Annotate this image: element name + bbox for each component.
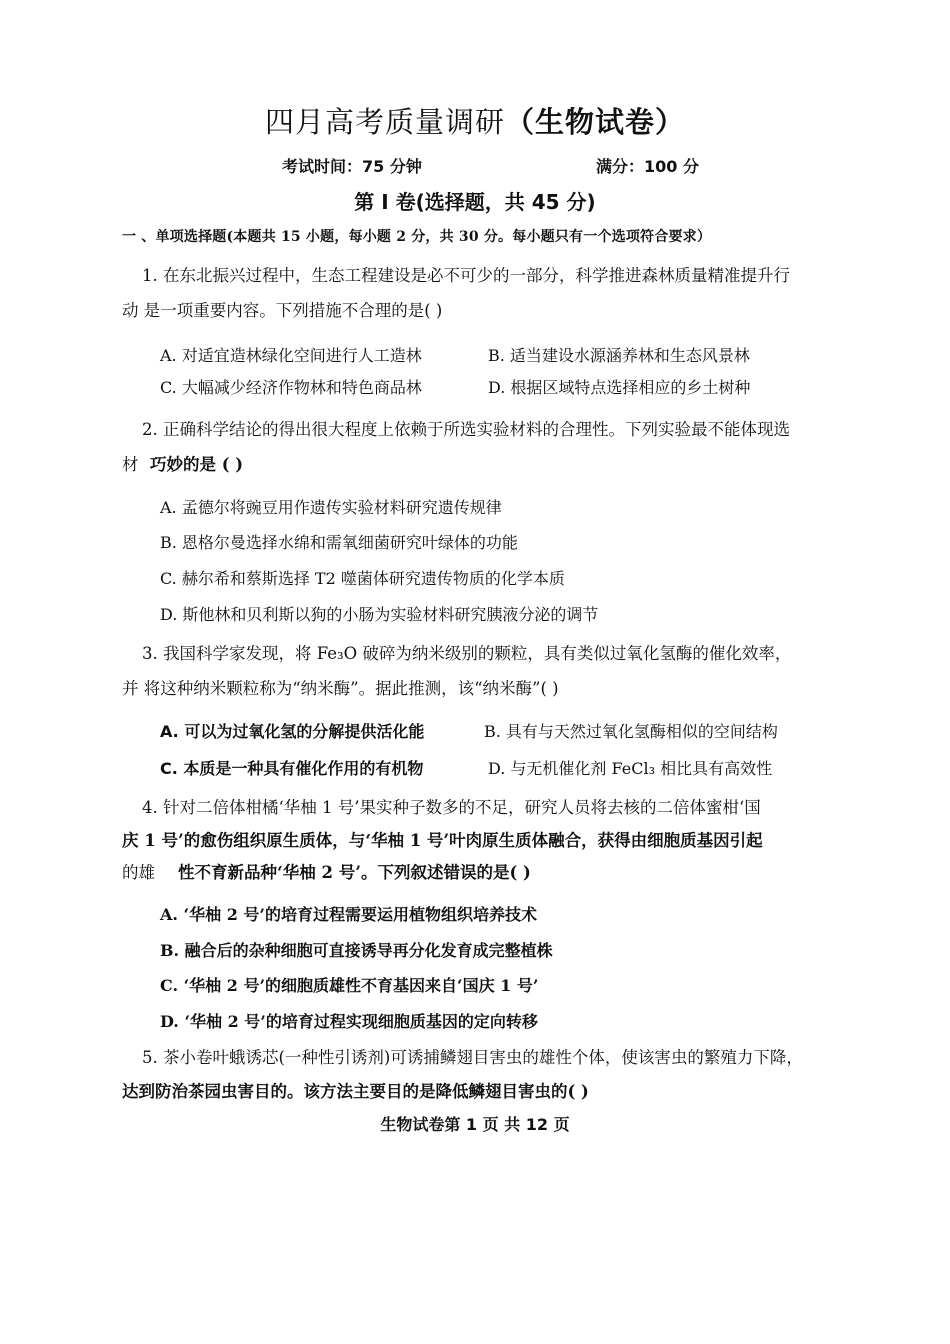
q4-stem-line2: 庆 1 号’的愈伤组织原生质体，与‘华柚 1 号’叶肉原生质体融合，获得由细胞质基因引起: [122, 831, 763, 850]
q4-option-d: D. ‘华柚 2 号’的培育过程实现细胞质基因的定向转移: [160, 1012, 538, 1031]
q1-option-c: C. 大幅减少经济作物林和特色商品林: [160, 378, 422, 397]
q2-option-c: C. 赫尔希和蔡斯选择 T2 噬菌体研究遗传物质的化学本质: [160, 569, 565, 588]
q1-option-b: B. 适当建设水源涵养林和生态风景林: [488, 346, 750, 365]
q2-option-d: D. 斯他林和贝利斯以狗的小肠为实验材料研究胰液分泌的调节: [160, 605, 599, 624]
q3-stem-line2: 并 将这种纳米颗粒称为“纳米酶”。据此推测，该“纳米酶”( ): [122, 679, 559, 698]
q4-stem-line1: 4. 针对二倍体柑橘‘华柚 1 号’果实种子数多的不足，研究人员将去核的二倍体蜜柑‘国: [142, 798, 761, 817]
q1-option-a: A. 对适宜造林绿化空间进行人工造林: [160, 346, 422, 365]
q4-stem-line3-end: 性不育新品种‘华柚 2 号’。下列叙述错误的是( ): [178, 863, 531, 882]
page-footer: 生物试卷第 1 页 共 12 页: [380, 1115, 570, 1134]
q2-stem-line1: 2. 正确科学结论的得出很大程度上依赖于所选实验材料的合理性。下列实验最不能体现选: [142, 420, 790, 439]
q1-option-d: D. 根据区域特点选择相应的乡土树种: [488, 378, 751, 397]
q4-option-c: C. ‘华柚 2 号’的细胞质雄性不育基因来自‘国庆 1 号’: [160, 976, 539, 995]
q2-option-b: B. 恩格尔曼选择水绵和需氧细菌研究叶绿体的功能: [160, 533, 518, 552]
q4-option-a: A. ‘华柚 2 号’的培育过程需要运用植物组织培养技术: [160, 905, 537, 924]
q5-stem-line2: 达到防治茶园虫害目的。该方法主要目的是降低鳞翅目害虫的( ): [122, 1082, 589, 1101]
q3-option-a: A. 可以为过氧化氢的分解提供活化能: [160, 722, 425, 741]
title-subject: （生物试卷）: [505, 105, 686, 139]
q2-stem-line2-end: 巧妙的是 ( ): [150, 455, 244, 474]
section-instructions: 一 、单项选择题(本题共 15 小题，每小题 2 分，共 30 分。每小题只有一个选项符合要求）: [122, 229, 712, 245]
section-title: 第 I 卷(选择题，共 45 分): [354, 190, 596, 214]
title-main: 四月高考质量调研: [264, 105, 505, 139]
q3-option-b: B. 具有与天然过氧化氢酶相似的空间结构: [484, 722, 778, 741]
q4-option-b: B. 融合后的杂种细胞可直接诱导再分化发育成完整植株: [160, 941, 553, 960]
q1-stem-line1: 1. 在东北振兴过程中，生态工程建设是必不可少的一部分，科学推进森林质量精准提升行: [142, 266, 790, 285]
q2-option-a: A. 孟德尔将豌豆用作遗传实验材料研究遗传规律: [160, 498, 502, 517]
full-score: 满分：100 分: [596, 157, 699, 176]
q3-option-c: C. 本质是一种具有催化作用的有机物: [160, 759, 424, 778]
page-title: [0, 100, 950, 141]
q3-stem-line1: 3. 我国科学家发现，将 Fe₃O 破碎为纳米级别的颗粒，具有类似过氧化氢酶的催化效率，: [142, 644, 792, 663]
q3-option-d: D. 与无机催化剂 FeCl₃ 相比具有高效性: [488, 759, 773, 778]
q5-stem-line1: 5. 茶小卷叶蛾诱芯(一种性引诱剂)可诱捕鳞翅目害虫的雄性个体，使该害虫的繁殖力下降，: [142, 1048, 803, 1067]
exam-time: 考试时间：75 分钟: [282, 157, 422, 176]
q4-stem-line3-start: 的雄: [122, 863, 155, 882]
q2-stem-line2-start: 材: [122, 455, 139, 474]
q1-stem-line2: 动 是一项重要内容。下列措施不合理的是( ): [122, 301, 443, 320]
